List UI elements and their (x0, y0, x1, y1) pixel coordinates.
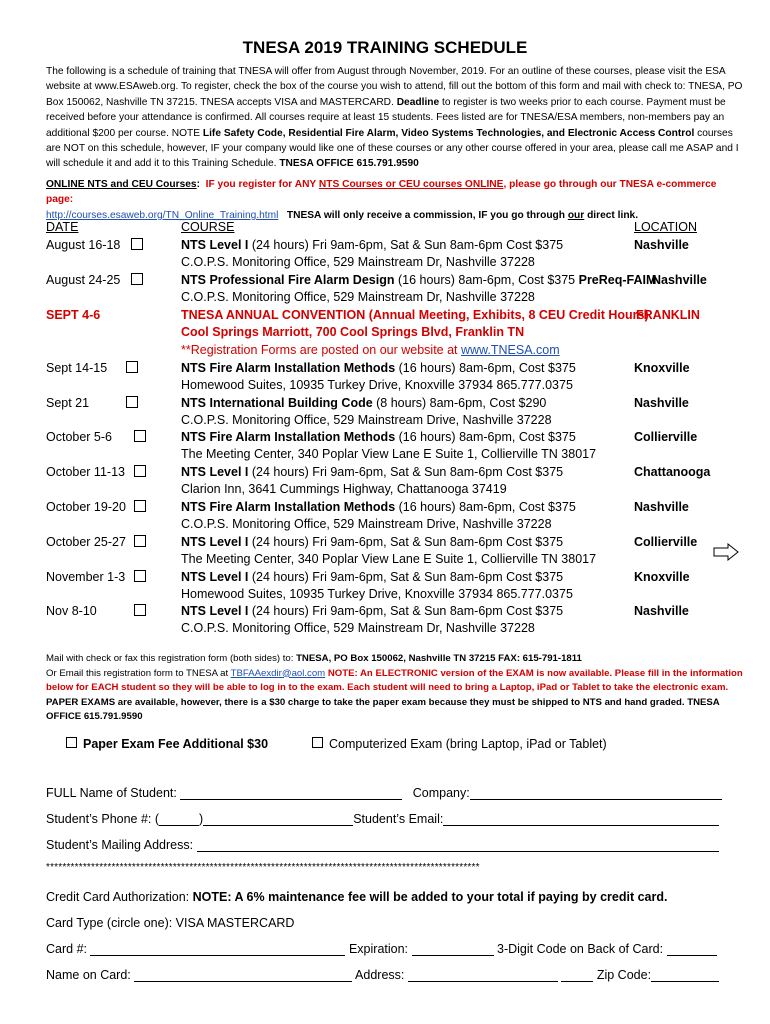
header-course: COURSE (181, 220, 235, 234)
row-location: Knoxville (634, 361, 690, 375)
row-date: August 24-25 (46, 273, 121, 287)
course-checkbox[interactable] (134, 465, 146, 477)
expiration-label: Expiration: (348, 942, 409, 956)
row-address: The Meeting Center, 340 Poplar View Lane E Suite 1, Collierville TN 38017 (181, 552, 597, 567)
expiration-field[interactable] (412, 942, 494, 956)
course-name: NTS Fire Alarm Installation Methods (181, 361, 396, 375)
row-note (181, 342, 560, 359)
row-course (181, 499, 576, 516)
row-address: Clarion Inn, 3641 Cummings Highway, Chattanooga 37419 (181, 482, 507, 497)
mail-instructions (46, 652, 746, 725)
electronic-exam-note: NOTE: An ELECTRONIC version of the EXAM is now available. Please fill in the information below for EACH student so they will be able to log in to the exam. Each student will need to bring a Laptop, iPad or Tablet to take the electronic exam. (46, 667, 743, 694)
course-details: (24 hours) Fri 9am-6pm, Sat & Sun 8am-6pm Cost $375 (248, 570, 564, 584)
course-checkbox[interactable] (131, 273, 143, 285)
card-number-field[interactable] (90, 942, 345, 956)
course-checkbox[interactable] (134, 430, 146, 442)
course-name: NTS International Building Code (181, 396, 373, 410)
row-date: SEPT 4-6 (46, 308, 101, 322)
row-location: Nashville (652, 273, 707, 287)
online-tail-1: TNESA will only receive a commission, IF you go through (286, 209, 568, 221)
intro-text-3: courses are NOT on this schedule, however, IF your company would like one of these courses or any other course offered in your area, please call me ASAP and I will schedule it and add it to this Training Schedule. (46, 127, 739, 170)
course-name: NTS Fire Alarm Installation Methods (181, 500, 396, 514)
security-code-label: 3-Digit Code on Back of Card: (497, 942, 664, 956)
row-course (181, 429, 576, 446)
online-red-2: , please go through our TNESA e-commerce page: (46, 179, 717, 206)
company-label: Company: (412, 786, 470, 800)
card-type: Card Type (circle one): VISA MASTERCARD (46, 916, 295, 930)
row-date: November 1-3 (46, 570, 126, 584)
row-course (181, 272, 656, 289)
row-date: October 5-6 (46, 430, 113, 444)
row-address: C.O.P.S. Monitoring Office, 529 Mainstream Dr, Nashville 37228 (181, 290, 535, 305)
course-checkbox[interactable] (131, 238, 143, 250)
row-address: Cool Springs Marriott, 700 Cool Springs Blvd, Franklin TN (181, 325, 525, 340)
phone-field[interactable] (203, 812, 353, 826)
row-address: C.O.P.S. Monitoring Office, 529 Mainstream Drive, Nashville 37228 (181, 517, 552, 532)
card-number-row (46, 942, 717, 956)
cc-fee-note: NOTE: A 6% maintenance fee will be added to your total if paying by credit card. (192, 890, 668, 904)
row-address: C.O.P.S. Monitoring Office, 529 Mainstream Dr, Nashville 37228 (181, 621, 535, 636)
row-date: October 19-20 (46, 500, 126, 514)
zip-label: Zip Code: (596, 968, 652, 982)
course-details: (8 hours) 8am-6pm, Cost $290 (372, 396, 547, 410)
divider-stars: ********************************************************************************************************** (46, 862, 480, 873)
course-name: NTS Level I (181, 570, 249, 584)
intro-text-1: The following is a schedule of training that TNESA will offer from August through November, 2019. For an outline of these courses, please visit the ESA website at www.ESAweb.org. To register, check the box of the course you wish to attend, fill out the bottom of this form and mail with check to: TNESA, PO Box 150062, Nashville TN 37215. TNESA accepts VISA and MASTERCARD. (46, 66, 743, 108)
row-course (181, 464, 563, 481)
zip-field[interactable] (651, 968, 719, 982)
row-date: October 25-27 (46, 535, 126, 549)
row-date: Sept 21 (46, 396, 90, 410)
name-on-card-row (46, 968, 719, 982)
mailing-field[interactable] (197, 838, 719, 852)
course-name: NTS Level I (181, 535, 249, 549)
page-title: TNESA 2019 TRAINING SCHEDULE (242, 38, 528, 57)
row-course (181, 237, 563, 254)
row-course: TNESA ANNUAL CONVENTION (Annual Meeting, Exhibits, 8 CEU Credit Hours) (181, 308, 649, 322)
online-red-link: NTS Courses or CEU courses ONLINE (318, 179, 504, 190)
phone-label: Student’s Phone #: ( (46, 812, 160, 826)
mailing-label: Student’s Mailing Address: (46, 838, 194, 852)
cc-label: Credit Card Authorization: (46, 890, 193, 904)
mail-line-2: Or Email this registration form to TNESA at (46, 667, 231, 679)
course-name: NTS Level I (181, 465, 249, 479)
computer-exam-label: Computerized Exam (bring Laptop, iPad or Tablet) (329, 737, 607, 751)
card-address-extra-field[interactable] (561, 968, 593, 982)
course-checkbox[interactable] (134, 535, 146, 547)
row-course (181, 360, 576, 377)
row-address: C.O.P.S. Monitoring Office, 529 Mainstream Drive, Nashville 37228 (181, 413, 552, 428)
course-prereq: PreReq-FAIM (578, 273, 657, 287)
row-date: Sept 14-15 (46, 361, 108, 375)
intro-deadline: Deadline (396, 96, 440, 108)
email-link[interactable]: TBFAAexdir@aol.com (230, 667, 326, 679)
email-field[interactable] (443, 812, 719, 826)
online-tail-2: direct link. (584, 209, 639, 221)
card-number-label: Card #: (46, 942, 87, 956)
mail-address: TNESA, PO Box 150062, Nashville TN 37215 FAX: 615-791-1811 (296, 653, 582, 664)
phone-area-field[interactable] (159, 812, 199, 826)
online-courses-notice (46, 177, 746, 223)
row-location: Nashville (634, 604, 689, 618)
row-address: The Meeting Center, 340 Poplar View Lane E Suite 1, Collierville TN 38017 (181, 447, 597, 462)
course-details: (16 hours) 8am-6pm, Cost $375 (395, 500, 576, 514)
course-name: NTS Level I (181, 238, 249, 252)
online-red-1: IF you register for ANY (205, 179, 319, 190)
row-location: Nashville (634, 500, 689, 514)
card-address-field[interactable] (408, 968, 558, 982)
row-location: Knoxville (634, 570, 690, 584)
computer-exam-checkbox[interactable] (312, 737, 323, 748)
intro-note-courses: Life Safety Code, Residential Fire Alarm, Video Systems Technologies, and Electronic Access Control (202, 127, 695, 139)
row-location: Nashville (634, 238, 689, 252)
course-name: NTS Professional Fire Alarm Design (181, 273, 395, 287)
registration-note: **Registration Forms are posted on our website at (181, 342, 461, 357)
online-training-link[interactable]: http://courses.esaweb.org/TN_Online_Training.html (46, 209, 279, 221)
course-checkbox[interactable] (134, 570, 146, 582)
security-code-field[interactable] (667, 942, 717, 956)
cc-authorization (46, 890, 667, 904)
mailing-row (46, 838, 719, 852)
course-details: (24 hours) Fri 9am-6pm, Sat & Sun 8am-6pm Cost $375 (248, 465, 564, 479)
row-course (181, 569, 563, 586)
row-location: Nashville (634, 396, 689, 410)
course-details: (24 hours) Fri 9am-6pm, Sat & Sun 8am-6pm Cost $375 (248, 535, 564, 549)
header-location: LOCATION (634, 220, 697, 234)
course-name: NTS Fire Alarm Installation Methods (181, 430, 396, 444)
phone-row (46, 812, 719, 826)
email-label: Student’s Email: (353, 812, 444, 826)
row-address: C.O.P.S. Monitoring Office, 529 Mainstream Dr, Nashville 37228 (181, 255, 535, 270)
row-course (181, 603, 563, 620)
course-details: (24 hours) Fri 9am-6pm, Sat & Sun 8am-6pm Cost $375 (248, 238, 564, 252)
row-address: Homewood Suites, 10935 Turkey Drive, Knoxville 37934 865.777.0375 (181, 378, 573, 393)
course-checkbox[interactable] (134, 500, 146, 512)
full-name-field[interactable] (180, 786, 402, 800)
phone-paren: ) (199, 812, 204, 826)
full-name-row (46, 786, 722, 800)
full-name-label: FULL Name of Student: (46, 786, 177, 800)
row-location: Collierville (634, 535, 698, 549)
card-address-label: Address: (355, 968, 405, 982)
row-course (181, 395, 546, 412)
course-details: (16 hours) 8am-6pm, Cost $375 (395, 430, 576, 444)
paper-exam-note: PAPER EXAMS are available, however, there is a $30 charge to take the paper exam because they must be shipped to NTS and hand graded. TNESA OFFICE 615.791.9590 (46, 696, 720, 723)
course-checkbox[interactable] (134, 604, 146, 616)
header-date: DATE (46, 220, 79, 234)
online-label: ONLINE NTS and CEU Courses (46, 179, 197, 190)
paper-exam-option (66, 737, 268, 751)
online-tail-our: our (567, 209, 585, 221)
row-course (181, 534, 563, 551)
row-address: Homewood Suites, 10935 Turkey Drive, Knoxville 37934 865.777.0375 (181, 587, 573, 602)
course-checkbox[interactable] (126, 396, 138, 408)
paper-exam-checkbox[interactable] (66, 737, 77, 748)
course-details: (24 hours) Fri 9am-6pm, Sat & Sun 8am-6pm Cost $375 (248, 604, 564, 618)
intro-text-2: to register is two weeks prior to each course. Payment must be received before your attendance is confirmed. All courses require at least 15 students. Fees listed are for TNESA/ESA members, non-members pay an additional $200 per course. NOTE (46, 96, 726, 139)
mail-line-1: Mail with check or fax this registration form (both sides) to: (46, 653, 297, 664)
course-details: (16 hours) 8am-6pm, Cost $375 (394, 273, 579, 287)
company-field[interactable] (470, 786, 722, 800)
course-checkbox[interactable] (126, 361, 138, 373)
arrow-right-icon (713, 543, 739, 561)
online-colon: : (196, 179, 200, 190)
row-date: October 11-13 (46, 465, 125, 479)
course-details: (16 hours) 8am-6pm, Cost $375 (395, 361, 576, 375)
row-date: August 16-18 (46, 238, 121, 252)
row-date: Nov 8-10 (46, 604, 97, 618)
computer-exam-option (312, 737, 607, 751)
intro-office-phone: TNESA OFFICE 615.791.9590 (279, 158, 419, 170)
tnesa-website-link[interactable]: www.TNESA.com (461, 342, 560, 357)
row-location: FRANKLIN (636, 308, 700, 322)
paper-exam-label: Paper Exam Fee Additional $30 (83, 737, 269, 751)
course-name: NTS Level I (181, 604, 249, 618)
row-location: Chattanooga (634, 465, 711, 479)
name-on-card-label: Name on Card: (46, 968, 131, 982)
intro-paragraph (46, 64, 746, 172)
name-on-card-field[interactable] (134, 968, 352, 982)
row-location: Collierville (634, 430, 698, 444)
